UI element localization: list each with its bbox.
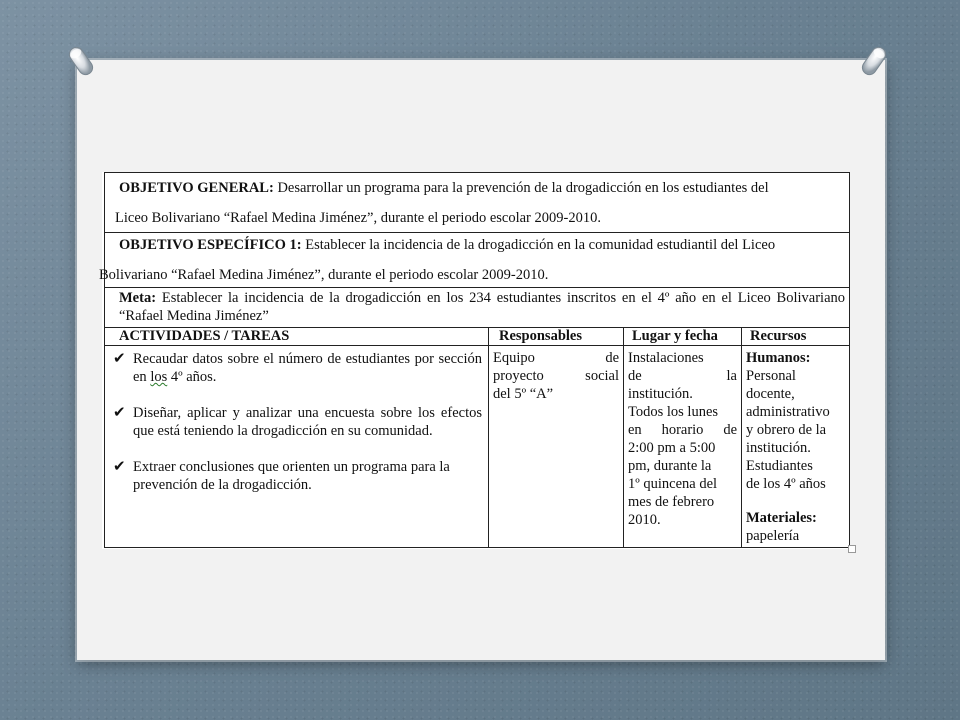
objetivo-general-cell <box>105 173 850 233</box>
recursos-cell <box>742 345 850 547</box>
lugar-line: 1º quincena del <box>628 475 718 492</box>
responsables-word: Equipo <box>493 349 535 366</box>
lugar-line: institución. <box>628 385 693 402</box>
lugar-word: horario <box>661 421 704 438</box>
lugar-word: en <box>628 421 642 438</box>
recurso-line: Personal <box>746 367 796 384</box>
header-actividades: ACTIVIDADES / TAREAS <box>105 327 489 345</box>
recurso-line: institución. <box>746 439 811 456</box>
lugar-line: pm, durante la <box>628 457 712 474</box>
responsables-word: social <box>585 367 619 384</box>
resize-handle <box>848 545 856 553</box>
objetivo-especifico-cell <box>99 232 850 288</box>
responsables-word: de <box>605 349 619 366</box>
actividades-cell <box>105 345 489 547</box>
meta-label: Meta: <box>119 290 157 307</box>
lugar-line: 2010. <box>628 511 661 528</box>
materiales-label: Materiales: <box>746 509 817 526</box>
task-item <box>109 404 484 440</box>
recurso-line: de los 4º años <box>746 475 826 492</box>
lugar-line: 2:00 pm a 5:00 <box>628 439 716 456</box>
recurso-line: docente, <box>746 385 795 402</box>
recurso-line: administrativo <box>746 403 830 420</box>
recurso-line: y obrero de la <box>746 421 827 438</box>
lugar-cell <box>624 345 742 547</box>
task-item <box>109 350 484 386</box>
task-text: Extraer conclusiones que orienten un programa para la prevención de la drogadicción. <box>133 458 450 493</box>
lugar-word: la <box>726 367 737 384</box>
header-responsables: Responsables <box>489 327 624 345</box>
lugar-line: Instalaciones <box>628 349 704 366</box>
checkmark-icon: ✔ <box>113 404 126 421</box>
lugar-line: mes de febrero <box>628 493 715 510</box>
objetivo-general-text: Desarrollar un programa para la prevención de la drogadicción en los estudiantes del <box>277 180 769 196</box>
meta-cell <box>105 288 850 327</box>
objetivo-general-text-2: Liceo Bolivariano “Rafael Medina Jiménez”, durante el periodo escolar 2009-2010. <box>115 210 601 226</box>
humanos-label: Humanos: <box>746 349 811 366</box>
objetivo-especifico-text-2: Bolivariano “Rafael Medina Jiménez”, durante el periodo escolar 2009-2010. <box>99 266 549 283</box>
task-item <box>109 458 484 494</box>
checkmark-icon: ✔ <box>113 458 126 475</box>
task-text-end: 4º años. <box>167 368 217 385</box>
responsables-cell <box>489 345 624 547</box>
pushpin-icon <box>62 42 100 80</box>
document-image <box>99 172 849 549</box>
recurso-line: papelería <box>746 527 800 544</box>
responsables-word: proyecto <box>493 367 544 384</box>
task-text: Recaudar datos sobre el número de estudiantes por sección en <box>133 350 482 385</box>
objetivo-especifico-text: Establecer la incidencia de la drogadicción en la comunidad estudiantil del Liceo <box>305 236 776 253</box>
header-lugar: Lugar y fecha <box>624 327 742 345</box>
objetivo-especifico-label: OBJETIVO ESPECÍFICO 1: <box>119 236 302 253</box>
lugar-word: de <box>723 421 737 438</box>
recurso-line: Estudiantes <box>746 457 813 474</box>
task-text: Diseñar, aplicar y analizar una encuesta sobre los efectos que está teniendo la drogadicción en su comunidad. <box>133 404 482 439</box>
planning-table <box>99 172 850 548</box>
objetivo-general-label: OBJETIVO GENERAL: <box>119 180 274 196</box>
checkmark-icon: ✔ <box>113 350 126 367</box>
meta-text: Establecer la incidencia de la drogadicción en los 234 estudiantes inscritos en el 4º año en el Liceo Bolivariano “Rafael Medina Jiménez” <box>119 290 846 325</box>
header-recursos: Recursos <box>742 327 850 345</box>
lugar-word: de <box>628 367 642 384</box>
pushpin-icon <box>855 42 893 80</box>
responsables-line: del 5º “A” <box>493 385 554 402</box>
spellcheck-word: los <box>150 368 168 385</box>
lugar-line: Todos los lunes <box>628 403 719 420</box>
